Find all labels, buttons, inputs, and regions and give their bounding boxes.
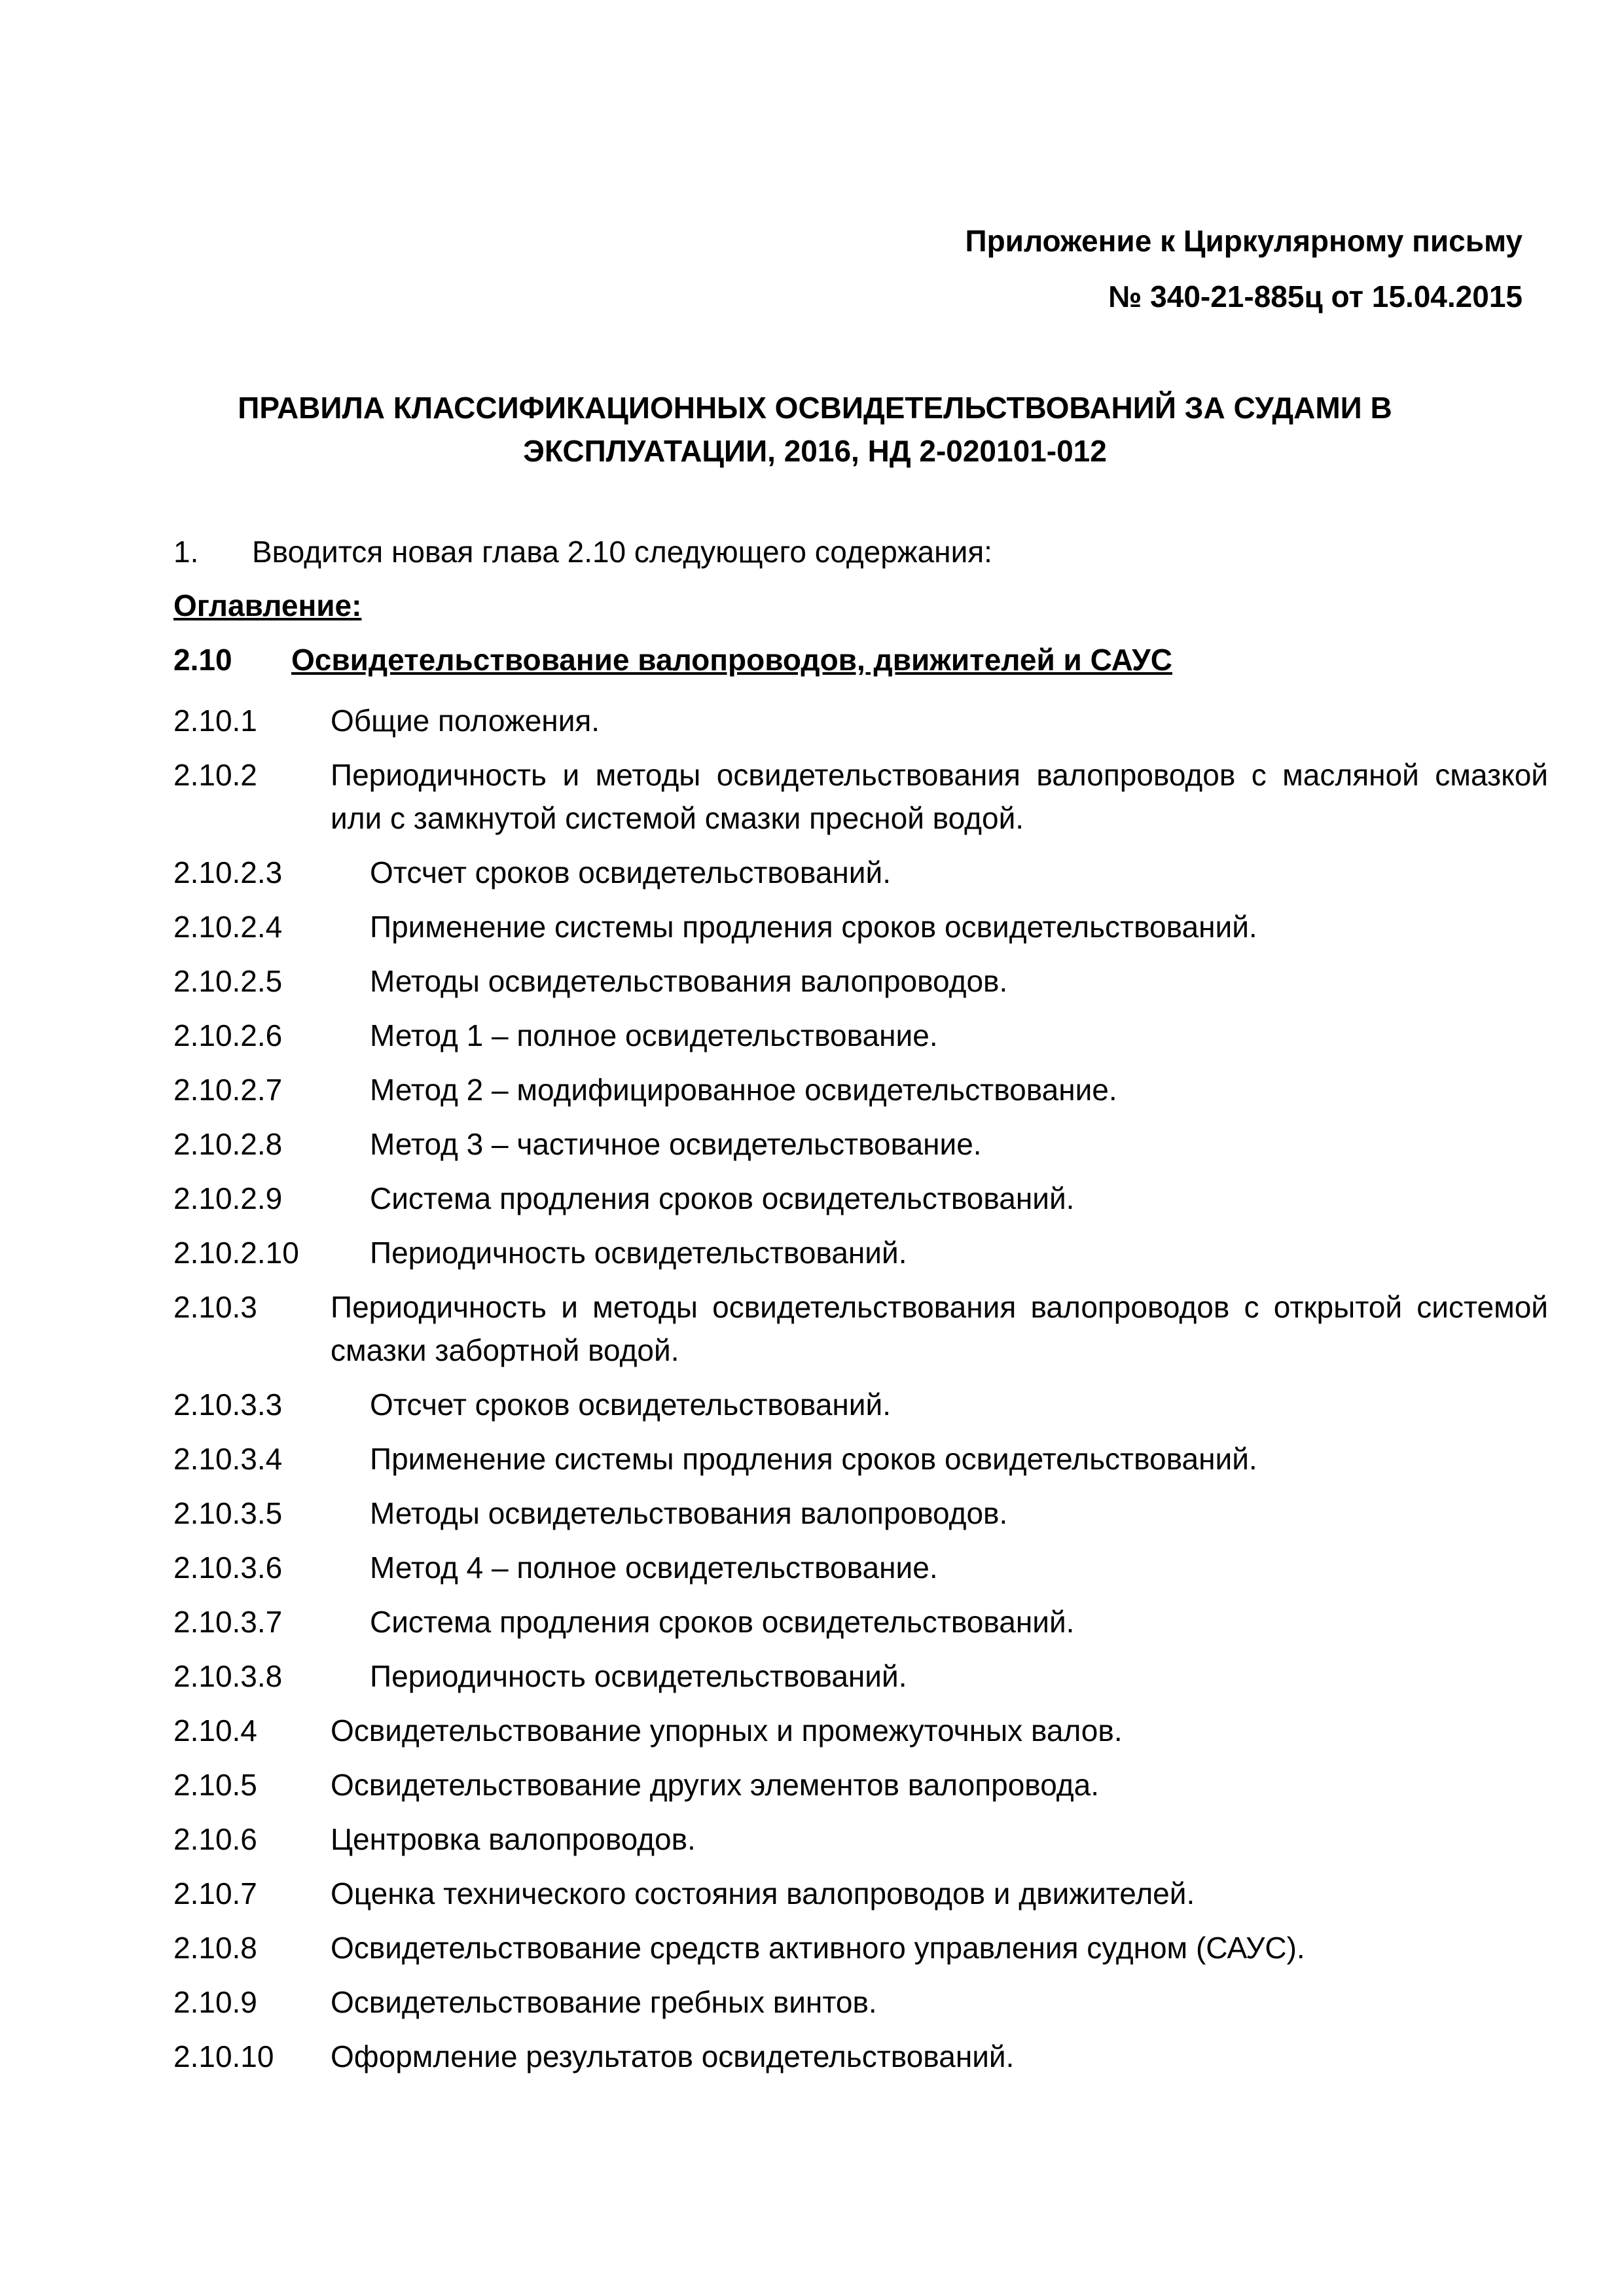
toc-entry-number: 2.10.3.4 bbox=[173, 1442, 283, 1476]
toc-entry-number: 2.10.3.8 bbox=[173, 1659, 283, 1693]
toc-entry bbox=[173, 905, 1548, 948]
toc-entry bbox=[173, 851, 1548, 894]
toc-entry bbox=[173, 1600, 1548, 1643]
toc-entry-text: Применение системы продления сроков освидетельствований. bbox=[370, 1442, 1257, 1476]
toc-entry bbox=[173, 1709, 1548, 1752]
toc-entry bbox=[173, 1122, 1548, 1166]
toc-entry bbox=[173, 1926, 1548, 1969]
toc-entry-text: Отсчет сроков освидетельствований. bbox=[370, 1388, 891, 1422]
toc-entry-text: Методы освидетельствования валопроводов. bbox=[370, 1496, 1008, 1530]
toc-entry-text: Освидетельствование гребных винтов. bbox=[331, 1985, 877, 2019]
toc-entry-text: Система продления сроков освидетельствований. bbox=[370, 1181, 1075, 1215]
toc-entry-number: 2.10.5 bbox=[173, 1768, 257, 1802]
toc-entry bbox=[173, 753, 1548, 840]
toc-entry bbox=[173, 1177, 1548, 1220]
toc-entry-number: 2.10.3.7 bbox=[173, 1605, 283, 1639]
toc-entry bbox=[173, 1818, 1548, 1861]
toc-entry-text: Освидетельствование средств активного управления судном (САУС). bbox=[331, 1931, 1305, 1965]
document-title: ПРАВИЛА КЛАССИФИКАЦИОННЫХ ОСВИДЕТЕЛЬСТВОВАНИЙ ЗА СУДАМИ В ЭКСПЛУАТАЦИИ, 2016, НД 2-020101-012 bbox=[238, 391, 1392, 468]
toc-entry-text: Применение системы продления сроков освидетельствований. bbox=[370, 910, 1257, 944]
toc-entry-number: 2.10.2.10 bbox=[173, 1236, 299, 1270]
chapter-title: Освидетельствование валопроводов, движителей и САУС bbox=[291, 643, 1172, 677]
toc-entry-text: Метод 2 – модифицированное освидетельствование. bbox=[370, 1073, 1117, 1107]
toc-entry-number: 2.10.6 bbox=[173, 1822, 257, 1856]
toc-entry-number: 2.10.1 bbox=[173, 704, 257, 738]
toc-entry-text: Метод 4 – полное освидетельствование. bbox=[370, 1551, 938, 1585]
toc-entry-number: 2.10.2.5 bbox=[173, 964, 283, 998]
toc-entry-number: 2.10.3.5 bbox=[173, 1496, 283, 1530]
toc-entry-number: 2.10.3.3 bbox=[173, 1388, 283, 1422]
toc-entry-text: Освидетельствование упорных и промежуточных валов. bbox=[331, 1713, 1123, 1748]
intro-paragraph bbox=[173, 537, 992, 567]
toc-entry-number: 2.10.2.3 bbox=[173, 855, 283, 889]
toc-entry-number: 2.10.2 bbox=[173, 758, 257, 792]
table-of-contents bbox=[173, 699, 1548, 2089]
chapter-number: 2.10 bbox=[173, 643, 232, 677]
toc-entry-text: Периодичность освидетельствований. bbox=[370, 1236, 907, 1270]
toc-entry-text: Общие положения. bbox=[331, 704, 600, 738]
toc-entry bbox=[173, 1068, 1548, 1111]
toc-entry bbox=[173, 960, 1548, 1003]
toc-entry-text: Метод 3 – частичное освидетельствование. bbox=[370, 1127, 982, 1161]
toc-heading: Оглавление: bbox=[173, 588, 362, 622]
toc-entry-number: 2.10.4 bbox=[173, 1713, 257, 1748]
toc-entry-number: 2.10.3 bbox=[173, 1290, 257, 1324]
toc-entry-text: Оформление результатов освидетельствований. bbox=[331, 2039, 1015, 2073]
toc-entry bbox=[173, 1492, 1548, 1535]
toc-entry-number: 2.10.10 bbox=[173, 2039, 274, 2073]
toc-entry bbox=[173, 1546, 1548, 1589]
toc-entry bbox=[173, 1872, 1548, 1915]
toc-entry-text: Отсчет сроков освидетельствований. bbox=[370, 855, 891, 889]
toc-entry bbox=[173, 1014, 1548, 1057]
intro-number: 1. bbox=[173, 535, 199, 569]
toc-entry-number: 2.10.2.8 bbox=[173, 1127, 283, 1161]
header-line-1: Приложение к Циркулярному письму bbox=[965, 224, 1523, 258]
toc-entry bbox=[173, 1383, 1548, 1426]
toc-entry-text: Центровка валопроводов. bbox=[331, 1822, 696, 1856]
toc-entry-text: Система продления сроков освидетельствований. bbox=[370, 1605, 1075, 1639]
toc-entry bbox=[173, 1763, 1548, 1806]
toc-entry bbox=[173, 2035, 1548, 2078]
chapter-heading bbox=[173, 645, 1172, 675]
toc-entry bbox=[173, 1285, 1548, 1372]
toc-entry-number: 2.10.2.4 bbox=[173, 910, 283, 944]
toc-entry-text: Периодичность освидетельствований. bbox=[370, 1659, 907, 1693]
toc-entry-number: 2.10.7 bbox=[173, 1876, 257, 1910]
toc-entry-text: Методы освидетельствования валопроводов. bbox=[370, 964, 1008, 998]
toc-entry-number: 2.10.2.6 bbox=[173, 1018, 283, 1052]
toc-entry-number: 2.10.2.9 bbox=[173, 1181, 283, 1215]
toc-entry bbox=[173, 1437, 1548, 1480]
toc-entry-number: 2.10.9 bbox=[173, 1985, 257, 2019]
intro-text: Вводится новая глава 2.10 следующего содержания: bbox=[252, 535, 992, 569]
toc-entry-text: Освидетельствование других элементов валопровода. bbox=[331, 1768, 1099, 1802]
toc-entry bbox=[173, 1231, 1548, 1274]
toc-entry-text: Оценка технического состояния валопроводов и движителей. bbox=[331, 1876, 1195, 1910]
header-line-2: № 340-21-885ц от 15.04.2015 bbox=[1108, 279, 1523, 314]
toc-entry-text: Метод 1 – полное освидетельствование. bbox=[370, 1018, 938, 1052]
toc-entry bbox=[173, 1655, 1548, 1698]
toc-entry-number: 2.10.3.6 bbox=[173, 1551, 283, 1585]
toc-entry bbox=[173, 1981, 1548, 2024]
toc-entry bbox=[173, 699, 1548, 742]
toc-entry-text: Периодичность и методы освидетельствования валопроводов с открытой системой смазки забортной водой. bbox=[331, 1290, 1548, 1367]
toc-entry-number: 2.10.8 bbox=[173, 1931, 257, 1965]
toc-entry-number: 2.10.2.7 bbox=[173, 1073, 283, 1107]
toc-entry-text: Периодичность и методы освидетельствования валопроводов с масляной смазкой или с замкнутой системой смазки пресной водой. bbox=[331, 758, 1548, 835]
